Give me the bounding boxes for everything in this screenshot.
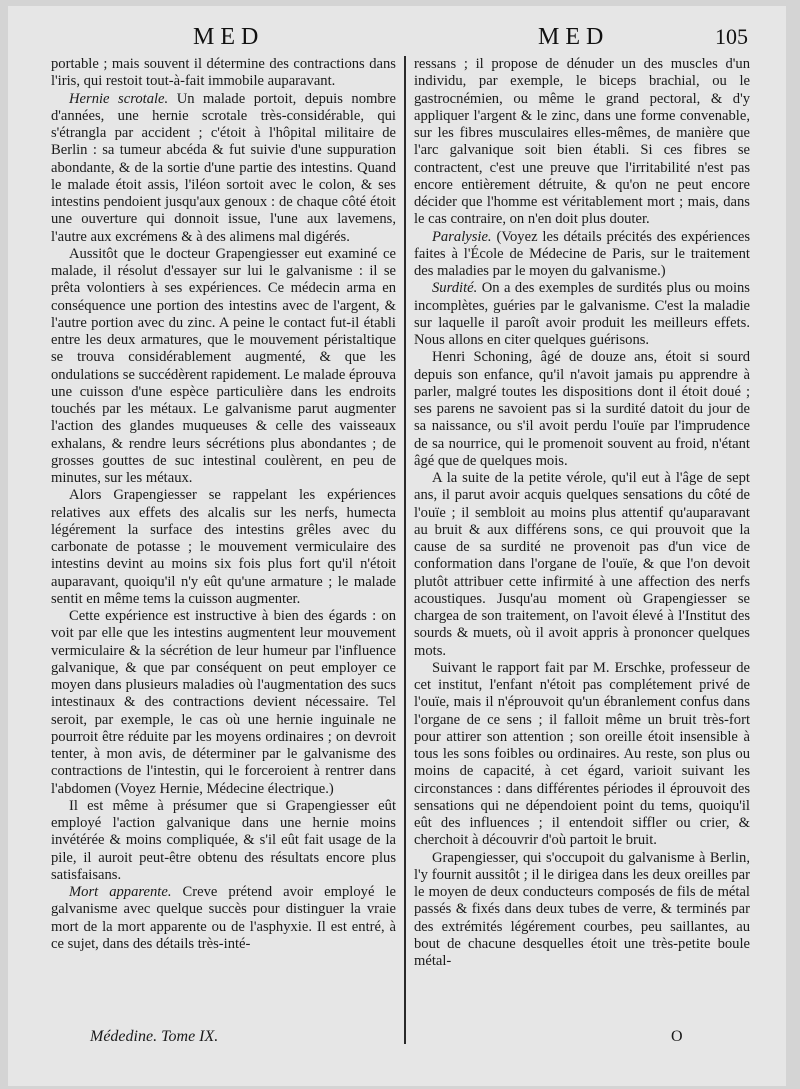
- left-column: [51, 56, 396, 1046]
- paragraph: Henri Schoning, âgé de douze ans, étoit si sourd depuis son enfance, qu'il n'avoit jamais pu apprendre à parler, malgré toutes les dispositions dont il étoit doué ; ses parens ne savoient pas si la surdité datoit du jour de sa naissance, ou s'il avoit perdu l'ouïe par l'imprudence de sa nourrice, qui le promenoit souvent au froid, n'étant âgé que de quelques mois.: [414, 349, 750, 469]
- running-head-left: MED: [193, 24, 265, 50]
- paragraph: portable ; mais souvent il détermine des contractions dans l'iris, qui restoit tout-à-fait immobile auparavant.: [51, 56, 396, 90]
- page-number: 105: [715, 24, 748, 49]
- paragraph-lead: Mort apparente.: [69, 884, 172, 900]
- paragraph: [414, 280, 750, 349]
- paragraph: [51, 91, 396, 246]
- paragraph-text: On a des exemples de surdités plus ou moins incomplètes, guéries par le galvanisme. C'est la maladie sur laquelle il paroît avoir produit les meilleurs effets. Nous allons en citer quelques guérisons.: [414, 280, 750, 348]
- paragraph-lead: Surdité.: [432, 280, 478, 297]
- paragraph: Grapengiesser, qui s'occupoit du galvanisme à Berlin, l'y fournit aussitôt ; il le dirigea dans les deux oreilles par le moyen de deux conducteurs composés de fils de métal passés & fixés dans deux tubes de verre, & terminés par des extrémités légérement courbes, peu saillantes, au bout de chacune desquelles étoit une très-petite boule métal-: [414, 849, 750, 969]
- signature-mark: O: [671, 1028, 683, 1045]
- running-head-right: MED: [538, 24, 610, 50]
- book-page: [8, 6, 786, 1086]
- right-column: [414, 56, 750, 1046]
- paragraph: A la suite de la petite vérole, qu'il eut à l'âge de sept ans, il parut avoir acquis quelques sensations du côté de l'ouïe ; il sembloit au moins plus attentif qu'auparavant au bruit & aux différens sons, ce qui prouvoit que la cause de sa surdité ne provenoit pas d'un vice de conformation dans l'organe de l'ouïe, & que l'on devoit plutôt attribuer cette infirmité à une affection des nerfs acoustiques. Jusqu'au moment où Grapengiesser se chargea de son traitement, on l'avoit élevé à l'Institut des sourds & muets, où il avoit appris à prononcer quelques mots.: [414, 470, 750, 659]
- paragraph-lead: Paralysie.: [432, 228, 492, 245]
- paragraph: Il est même à présumer que si Grapengiesser eût employé l'action galvanique dans une hernie moins invétérée & moins compliquée, & s'il eût fait usage de la pile, il auroit peut-être obtenu des résultats encore plus satisfaisans.: [51, 797, 396, 883]
- paragraph-text: Creve prétend avoir employé le galvanisme avec quelque succès pour distinguer la vraie mort de la mort apparente ou de l'asphyxie. Il est entré, à ce sujet, dans des détails très-inté-: [51, 884, 396, 952]
- paragraph-lead: Hernie scrotale.: [69, 90, 169, 107]
- paragraph-text: Un malade portoit, depuis nombre d'années, une hernie scrotale très-considérable, qui s'étrangla par accident ; c'étoit à l'hôpital militaire de Berlin : sa tumeur abcéda & fut suivie d'une suppuration abondante, & de la sortie d'une partie des intestins. Quand le malade étoit assis, l'iléon sortoit avec le colon, & ses intestins pendoient jusqu'aux genoux : de chaque côté étoit une ouverture qui donnoit issue, l'une aux lavemens, l'autre aux excrémens & à des alimens mal digérés.: [51, 90, 396, 245]
- paragraph: [414, 229, 750, 281]
- paragraph: [51, 884, 396, 953]
- volume-line: Médedine. Tome IX.: [90, 1028, 219, 1045]
- paragraph: ressans ; il propose de dénuder un des muscles d'un individu, par exemple, le biceps brachial, ou le gastrocnémien, ou même le grand pectoral, & d'y appliquer l'argent & le zinc, dans une forme convenable, sur les fibres musculaires elles-mêmes, de manière que l'arc galvanique soit bien établi. Si ces fibres se contractent, c'est une preuve que l'irritabilité n'est pas encore entièrement détruite, & qu'on ne peut encore décider que l'homme est véritablement mort ; mais, dans le cas contraire, on n'en doit plus douter.: [414, 56, 750, 228]
- paragraph: Alors Grapengiesser se rappelant les expériences relatives aux effets des alcalis sur les nerfs, humecta légérement la surface des intestins grêles avec du carbonate de potasse ; le mouvement vermiculaire des intestins devint au moins six fois plus fort qu'il n'étoit auparavant, quoiqu'il n'y eût qu'une armature ; le malade sentit en même tems la cuisson augmenter.: [51, 487, 396, 607]
- paragraph: Cette expérience est instructive à bien des égards : on voit par elle que les intestins augmentent leur mouvement vermiculaire & la sécrétion de leur humeur par l'influence galvanique, & que par conséquent on peut employer ce moyen dans plusieurs maladies où l'augmentation des sucs intestinaux & des contractions devient nécessaire. Tel seroit, par exemple, le cas où une hernie inguinale ne pourroit être réduite par les moyens ordinaires ; on devroit tenter, à mon avis, de déterminer par le galvanisme des contractions de l'intestin, qui le forceroient à rentrer dans l'abdomen (Voyez Hernie, Médecine électrique.): [51, 608, 396, 797]
- paragraph: Aussitôt que le docteur Grapengiesser eut examiné ce malade, il résolut d'essayer sur lui le galvanisme : il se prêta volontiers à ses expériences. Ce médecin arma en conséquence une portion des intestins avec de l'argent, & l'autre portion avec du zinc. A peine le contact fut-il établi entre les deux armatures, que le mouvement péristaltique se trouva considérablement augmenté, & que les ondulations se succédèrent rapidement. Le malade éprouva une cuisson d'une espèce particulière dans les endroits touchés par les métaux. Le galvanisme parut augmenter l'action des glandes muqueuses & celle des vaisseaux exhalans, & rendre leurs sécrétions plus abondantes ; de grosses gouttes de suc intestinal coulèrent, en peu de minutes, sur les métaux.: [51, 245, 396, 486]
- column-divider: [404, 56, 406, 1044]
- paragraph-text: (Voyez les détails précités des expériences faites à l'École de Médecine de Paris, sur le traitement des maladies par le moyen du galvanisme.): [414, 228, 750, 279]
- paragraph: Suivant le rapport fait par M. Erschke, professeur de cet institut, l'enfant n'étoit pas complétement privé de l'ouïe, mais il n'éprouvoit qu'un ébranlement confus dans l'organe de ce sens ; il falloit même un bruit très-fort pour attirer son attention ; son oreille étoit insensible à tous les sons foibles ou ordinaires. Au reste, son plus ou moins de capacité, à cet égard, varioit suivant les circonstances : dans différentes périodes il éprouvoit des sensations qui ne dépendoient point du tems, quoiqu'il eût des influences ; il entendoit siffler ou crier, & cherchoit à découvrir d'où partoit le bruit.: [414, 659, 750, 849]
